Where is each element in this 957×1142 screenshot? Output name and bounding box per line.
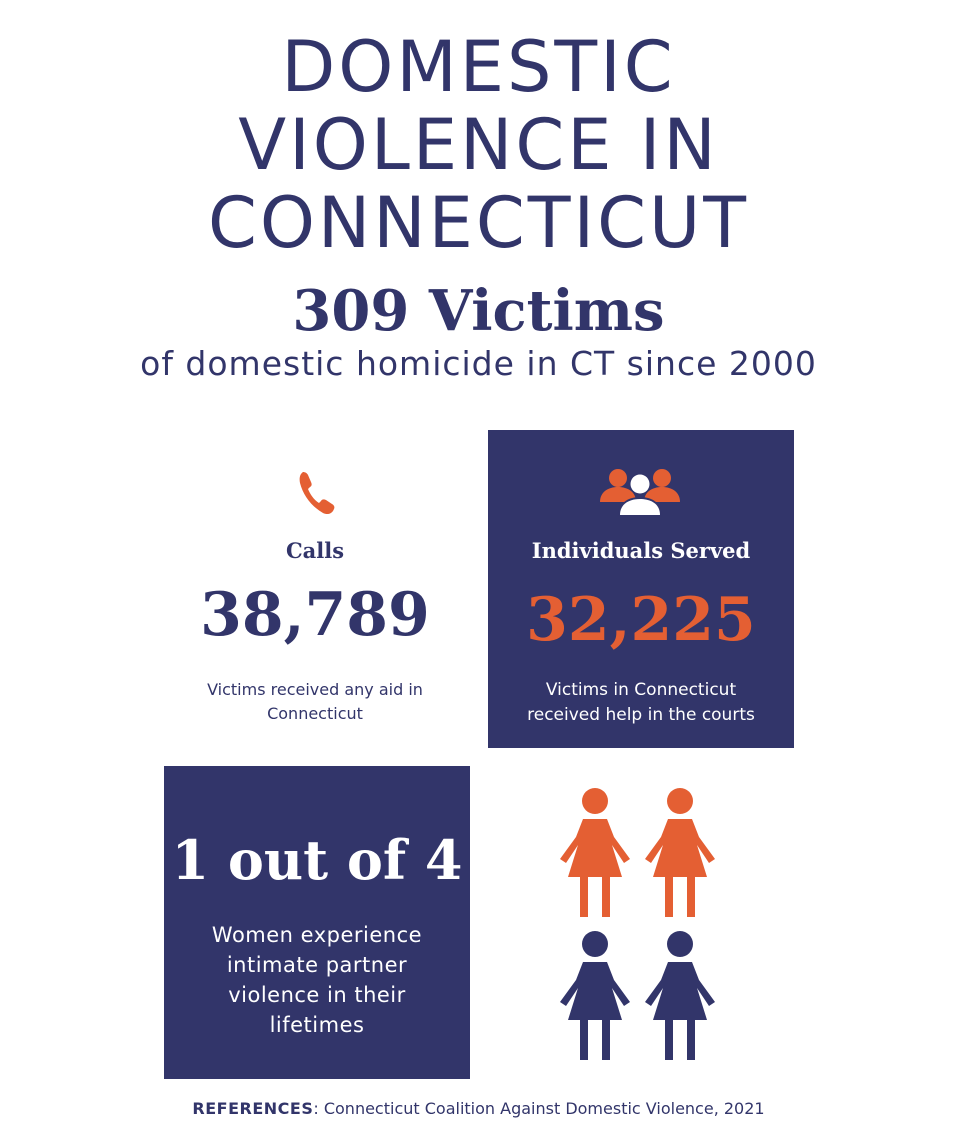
ratio-desc-line-2: intimate partner xyxy=(226,953,408,977)
served-desc-line-1: Victims in Connecticut xyxy=(545,680,737,700)
calls-desc-line-2: Connecticut xyxy=(267,704,363,723)
references xyxy=(0,1099,957,1118)
served-desc-line-2: received help in the courts xyxy=(527,705,755,725)
group-icon xyxy=(598,466,682,516)
woman-icon xyxy=(645,931,715,1060)
calls-label: Calls xyxy=(285,538,345,563)
ratio-desc-line-1: Women experience xyxy=(211,923,423,947)
ratio-description xyxy=(182,920,452,1040)
headline: 309 Victims xyxy=(292,278,665,344)
page-title xyxy=(0,28,957,262)
ratio-desc-line-3: violence in their xyxy=(228,983,406,1007)
phone-icon xyxy=(297,468,337,516)
served-value: 32,225 xyxy=(526,585,756,655)
ratio-desc-line-4: lifetimes xyxy=(269,1013,365,1037)
woman-icon xyxy=(645,788,715,917)
woman-icon xyxy=(560,931,630,1060)
served-label: Individuals Served xyxy=(531,538,751,563)
women-pictogram xyxy=(555,785,755,1075)
references-label: REFERENCES xyxy=(192,1099,314,1118)
served-description xyxy=(488,678,794,728)
title-line-2: VIOLENCE IN xyxy=(238,104,719,186)
ratio-stat xyxy=(164,766,470,1079)
subheadline: of domestic homicide in CT since 2000 xyxy=(140,344,817,383)
calls-stat xyxy=(165,430,465,748)
served-stat xyxy=(488,430,794,748)
calls-value: 38,789 xyxy=(200,580,430,650)
title-line-1: DOMESTIC xyxy=(281,26,676,108)
ratio-value: 1 out of 4 xyxy=(171,828,463,892)
calls-description xyxy=(165,678,465,726)
references-text: : Connecticut Coalition Against Domestic Violence, 2021 xyxy=(313,1099,765,1118)
woman-icon xyxy=(560,788,630,917)
calls-desc-line-1: Victims received any aid in xyxy=(207,680,423,699)
title-line-3: CONNECTICUT xyxy=(207,182,750,264)
